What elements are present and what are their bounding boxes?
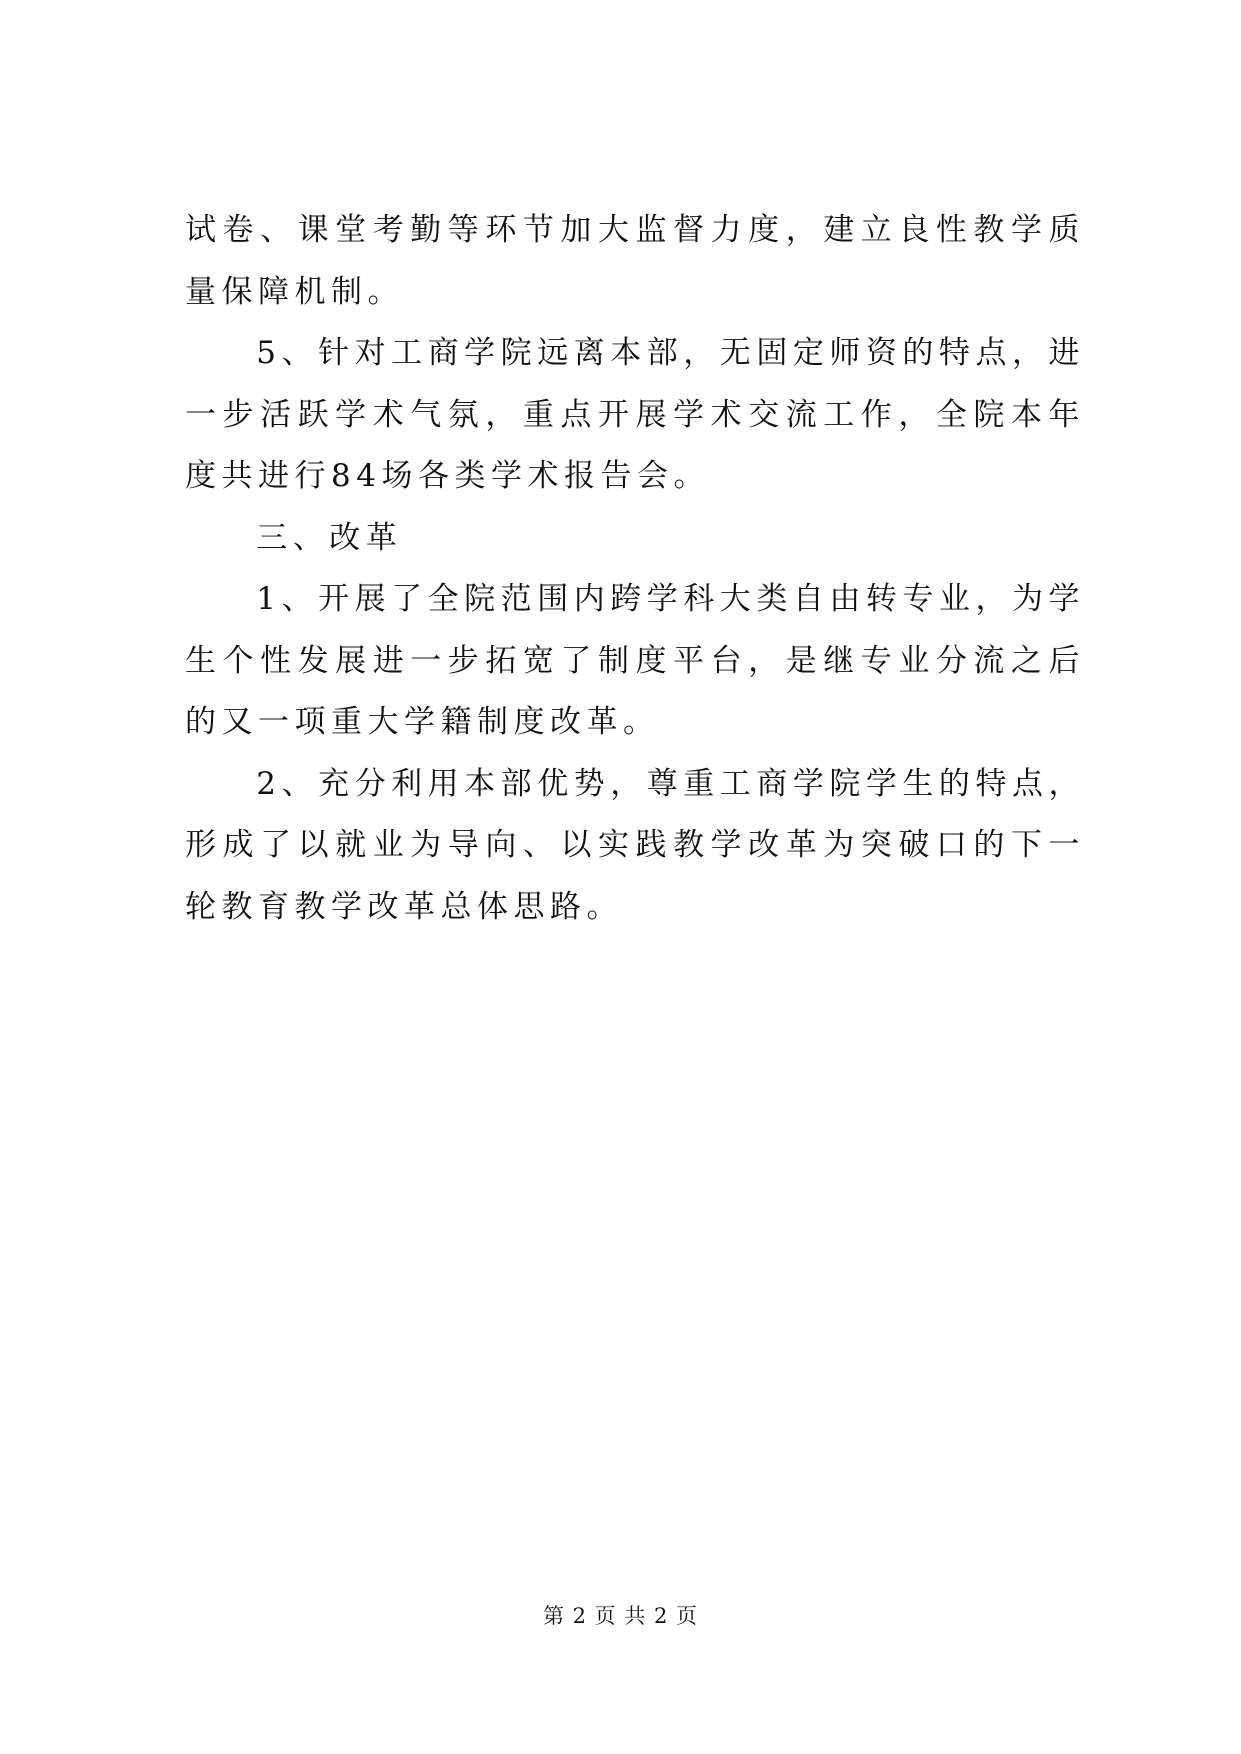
document-body xyxy=(185,200,1085,938)
paragraph-continuation: 试卷、课堂考勤等环节加大监督力度，建立良性教学质量保障机制。 xyxy=(185,212,1085,310)
page-footer: 第 2 页 共 2 页 xyxy=(542,1604,699,1628)
paragraph-reform-item-1: 1、开展了全院范围内跨学科大类自由转专业，为学生个性发展进一步拓宽了制度平台，是继专业分流之后的又一项重大学籍制度改革。 xyxy=(185,581,1085,740)
paragraph-item-5: 5、针对工商学院远离本部，无固定师资的特点，进一步活跃学术气氛，重点开展学术交流工作，全院本年度共进行84场各类学术报告会。 xyxy=(185,335,1085,494)
section-heading-reform: 三、改革 xyxy=(256,519,403,556)
paragraph-reform-item-2: 2、充分利用本部优势，尊重工商学院学生的特点，形成了以就业为导向、以实践教学改革为突破口的下一轮教育教学改革总体思路。 xyxy=(185,765,1085,925)
